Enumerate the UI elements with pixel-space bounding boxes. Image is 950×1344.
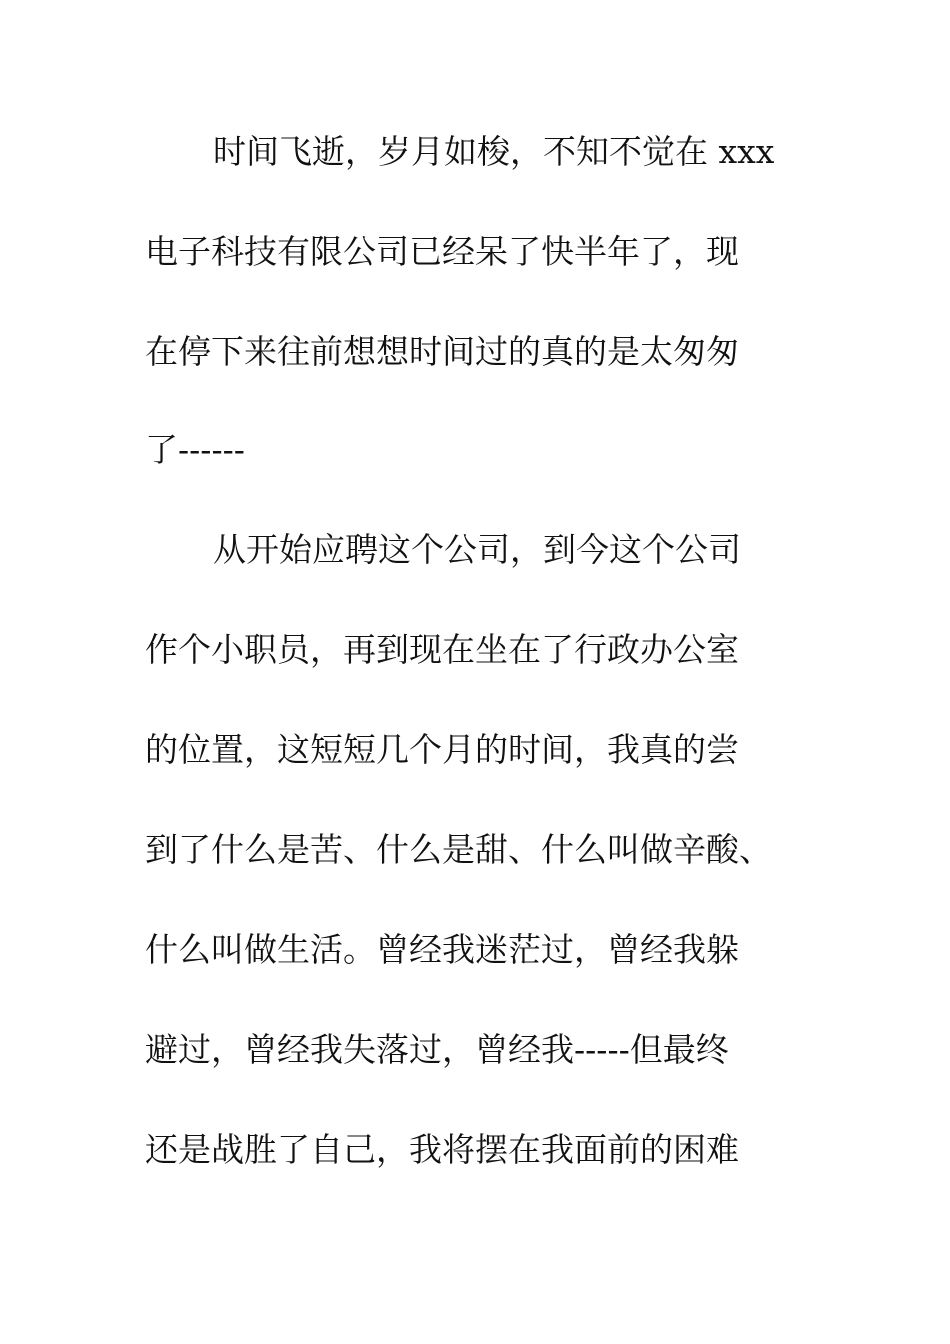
paragraph-line: 的位置，这短短几个月的时间，我真的尝 — [145, 730, 739, 769]
paragraph-line: 在停下来往前想想时间过的真的是太匆匆 — [145, 332, 739, 371]
paragraph-line: 什么叫做生活。曾经我迷茫过，曾经我躲 — [145, 930, 739, 969]
paragraph-line: 作个小职员，再到现在坐在了行政办公室 — [145, 630, 739, 669]
paragraph-line: 电子科技有限公司已经呆了快半年了，现 — [145, 232, 739, 271]
paragraph-line: 了------ — [145, 430, 245, 469]
paragraph-line: 避过，曾经我失落过，曾经我-----但最终 — [145, 1030, 729, 1069]
paragraph-line: 到了什么是苦、什么是甜、什么叫做辛酸、 — [145, 830, 772, 869]
paragraph-line: 还是战胜了自己，我将摆在我面前的困难 — [145, 1130, 739, 1169]
paragraph-line: 从开始应聘这个公司，到今这个公司 — [213, 530, 741, 569]
paragraph-line: 时间飞逝，岁月如梭，不知不觉在 xxx — [213, 132, 775, 171]
